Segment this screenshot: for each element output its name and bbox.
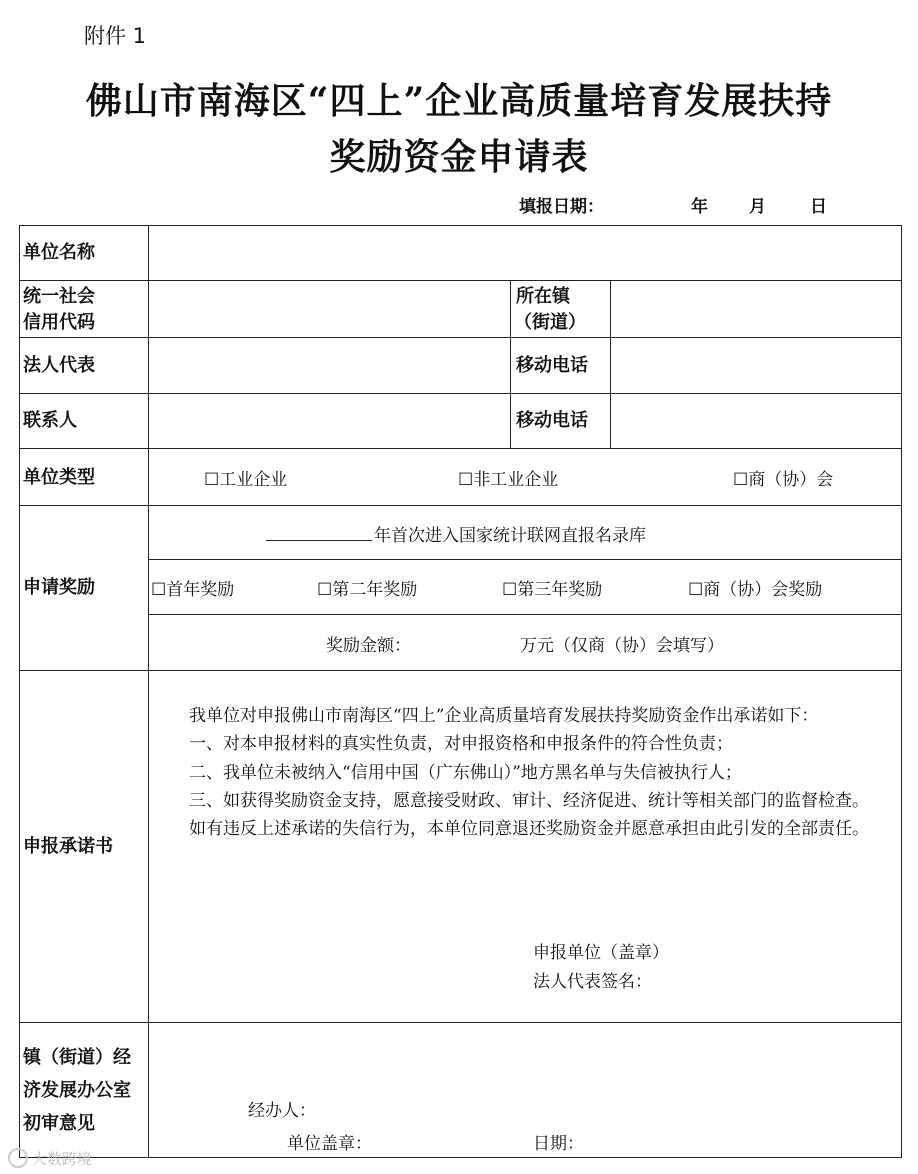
amount-label: 奖励金额： [326,636,411,656]
contact-mobile-field[interactable] [612,395,900,448]
form-title-line1: 佛山市南海区“四上”企业高质量培育发展扶持 [85,80,833,122]
legal-rep-field[interactable] [150,340,510,393]
table-col-line [610,280,611,393]
credit-code-label-2: 信用代码 [23,312,95,333]
credit-code-label-1: 统一社会 [23,286,95,307]
reward-association-checkbox[interactable]: ☐商（协）会奖励 [688,580,823,600]
table-row-line [19,393,902,394]
contact-label: 联系人 [23,410,77,431]
contact-field[interactable] [150,395,510,448]
table-row-line [19,448,902,449]
fill-date-label: 填报日期： [519,197,604,217]
unit-type-nonindustrial-checkbox[interactable]: ☐非工业企业 [458,470,559,490]
table-row-line [19,505,902,506]
table-border-bottom [19,1157,902,1158]
watermark-logo-icon [8,1148,28,1168]
legal-rep-label: 法人代表 [23,355,95,376]
pledge-paragraph: 三、如获得奖励资金支持，愿意接受财政、审计、经济促进、统计等相关部门的监督检查。 [189,790,869,811]
pledge-paragraph: 我单位对申报佛山市南海区“四上”企业高质量培育发展扶持奖励资金作出承诺如下： [189,706,819,726]
table-row-line [148,559,902,560]
table-row-line [19,337,902,338]
town-label-1: 所在镇 [516,286,570,307]
legal-rep-mobile-field[interactable] [612,340,900,393]
pledge-paragraph: 一、对本申报材料的真实性负责，对申报资格和申报条件的符合性负责； [189,734,733,755]
table-col-line [148,225,149,1158]
handler-label: 经办人： [248,1101,316,1121]
fill-date-month: 月 [749,197,766,217]
unit-name-field[interactable] [150,228,900,282]
table-col-line [510,393,511,448]
pledge-label: 申报承诺书 [23,836,113,857]
applicant-seal-label: 申报单位（盖章） [533,943,669,963]
reward-second-year-checkbox[interactable]: ☐第二年奖励 [317,580,418,600]
reward-first-year-checkbox[interactable]: ☐首年奖励 [151,580,235,600]
unit-name-label: 单位名称 [23,242,95,263]
attachment-label: 附件 1 [84,24,147,48]
entry-year-blank[interactable] [266,526,372,541]
form-title-line2: 奖励资金申请表 [329,136,589,178]
entry-year-line [266,521,646,546]
table-border-right [901,225,902,1158]
pledge-text [154,702,880,843]
mobile-label: 移动电话 [516,355,588,376]
pledge-paragraph: 如有违反上述承诺的失信行为，本单位同意退还奖励资金并愿意承担由此引发的全部责任。 [189,819,869,840]
unit-type-label: 单位类型 [23,467,95,488]
town-label-2: （街道） [514,312,586,333]
town-opinion-label-2: 济发展办公室 [23,1080,131,1101]
town-opinion-label-1: 镇（街道）经 [23,1047,131,1068]
table-row-line [19,670,902,671]
amount-unit: 万元（仅商（协）会填写） [520,636,724,656]
credit-code-field[interactable] [150,283,510,337]
table-col-line [510,280,511,393]
town-opinion-label-3: 初审意见 [23,1113,95,1134]
reward-third-year-checkbox[interactable]: ☐第三年奖励 [502,580,603,600]
legal-sign-label: 法人代表签名： [533,972,652,992]
table-border-top [19,225,902,226]
entry-year-text: 年首次进入国家统计联网直报名录库 [374,526,646,546]
fill-date-year: 年 [691,197,708,217]
unit-seal-label: 单位盖章： [287,1134,372,1154]
town-field[interactable] [612,283,900,337]
contact-mobile-label: 移动电话 [516,410,588,431]
unit-type-association-checkbox[interactable]: ☐商（协）会 [733,470,834,490]
table-row-line [19,1022,902,1023]
unit-type-industrial-checkbox[interactable]: ☐工业企业 [204,470,288,490]
watermark-text: 大数跨境 [32,1150,93,1168]
apply-reward-label: 申请奖励 [23,577,95,598]
date-label: 日期： [533,1134,584,1154]
pledge-paragraph: 二、我单位未被纳入“信用中国（广东佛山）”地方黑名单与失信被执行人； [189,762,742,783]
fill-date-day: 日 [810,197,827,217]
table-col-line [610,393,611,448]
table-row-line [148,614,902,615]
table-border-left [19,225,20,1158]
